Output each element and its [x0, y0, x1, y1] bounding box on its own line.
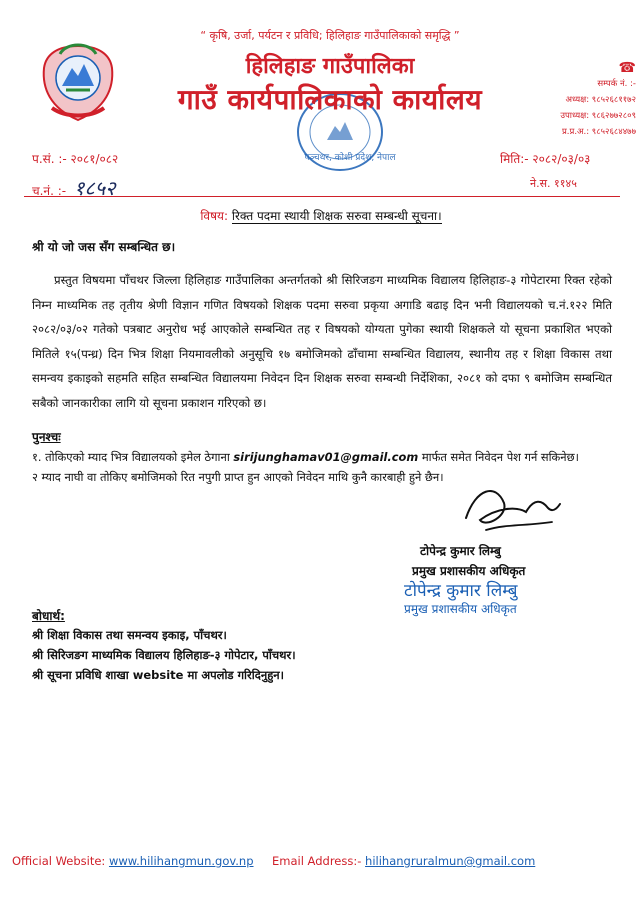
- notice-body: प्रस्तुत विषयमा पाँचथर जिल्ला हिलिहाङ गाउँपालिका अन्तर्गतको श्री सिरिजङग माध्यमिक विद्यालय हिलिहाङ-३ गोपेटारमा रिक्त रहेको निम्न माध्यमिक तह तृतीय श्रेणी विज्ञान गणित विषयको शिक्षक पदमा सरुवा प्रकृया अगाडि बढाइ दिन भनी विद्यालयको च.नं.१२२ मिति २०८२/०३/०२ गतेको पत्रबाट अनुरोध भई आएकोले सम्बन्धित तह र विषयको योग्यता पुगेका स्थायी शिक्षकले यो सूचना प्रकाशित भएको मितिले १५(पन्ध्र) दिन भित्र शिक्षा नियमावलीको अनुसूचि १७ बमोजिमको ढाँचामा सम्बन्धित विद्यालय, स्थानीय तह र शिक्षा विकास तथा समन्वय इकाइको सहमति सहित सम्बन्धित विद्यालयमा निवेदन दिन शिक्षक सरुवा सम्बन्धी निर्देशिका, २०८१ को दफा ९ बमोजिम सम्बन्धित सबैको जानकारीका लागि यो सूचना प्रकाशन गरिएको छ।: [32, 273, 612, 410]
- signer-name: टोपेन्द्र कुमार लिम्बु: [420, 544, 501, 558]
- contact-cao: प्र.प्र.अ.: ९८५२६८४४७७: [561, 127, 636, 137]
- nepal-sambat: ने.स. ११४५: [530, 177, 577, 190]
- letter-date: मिति:- २०८२/०३/०३: [500, 152, 591, 166]
- ps1-text-pre: १. तोकिएको म्याद भित्र विद्यालयको इमेल ठेगाना: [32, 450, 230, 464]
- website-label: Official Website:: [12, 854, 106, 868]
- subject-label: विषय:: [200, 209, 229, 223]
- chalan-value: १८५२: [73, 176, 116, 200]
- handwritten-signature: [456, 478, 566, 538]
- cc-item-1: श्री शिक्षा विकास तथा समन्वय इकाइ, पाँचथर।: [32, 628, 227, 642]
- subject-text: रिक्त पदमा स्थायी शिक्षक सरुवा सम्बन्धी सूचना।: [231, 209, 442, 223]
- phone-icon: ☎: [618, 60, 636, 76]
- signer-title: प्रमुख प्रशासकीय अधिकृत: [412, 564, 526, 578]
- signer-stamp-title: प्रमुख प्रशासकीय अधिकृत: [404, 602, 517, 616]
- office-name: गाउँ कार्यपालिकाको कार्यालय: [177, 83, 483, 116]
- postscript-item-2: २ म्याद नाघी वा तोकिए बमोजिमको रित नपुगी प्राप्त हुन आएको निवेदन माथि कुनै कारबाही हुने छैन।: [32, 470, 444, 484]
- email-link[interactable]: hilihangruralmun@gmail.com: [365, 854, 536, 868]
- municipality-name: हिलिहाङ गाउँपालिका: [245, 54, 415, 79]
- reference-number: प.सं. :- २०८१/०८२: [32, 152, 119, 166]
- cc-item-2: श्री सिरिजङग माध्यमिक विद्यालय हिलिहाङ-३ गोपेटार, पाँचथर।: [32, 648, 296, 662]
- salutation: श्री यो जो जस सँग सम्बन्धित छ।: [32, 240, 176, 254]
- postscript-item-1: [32, 448, 622, 466]
- contact-block: [508, 60, 636, 140]
- contact-chair: अध्यक्ष: ९८५२६८११७२: [565, 95, 636, 105]
- header-slogan: “ कृषि, उर्जा, पर्यटन र प्रविधि; हिलिहाङ गाउँपालिकाको समृद्धि ”: [200, 29, 460, 42]
- footer-email: [272, 854, 535, 868]
- cc-label: बोधार्थ:: [32, 609, 65, 623]
- chalan-label: च.नं. :-: [32, 184, 67, 198]
- header-divider: [24, 196, 620, 197]
- signer-stamp-name: टोपेन्द्र कुमार लिम्बु: [404, 581, 518, 601]
- email-label: Email Address:-: [272, 854, 362, 868]
- contact-vice-chair: उपाध्यक्ष: ९८६२७७२८०९: [560, 111, 636, 121]
- contact-label-row: [508, 60, 636, 76]
- website-link[interactable]: www.hilihangmun.gov.np: [108, 854, 254, 868]
- contact-label: सम्पर्क नं. :-: [597, 79, 636, 89]
- footer-website: [12, 854, 254, 868]
- postscript-label: पुनश्चः: [32, 430, 61, 444]
- subject-line: [0, 207, 642, 224]
- school-email: sirijunghamav01@gmail.com: [233, 450, 419, 464]
- ps1-text-post: मार्फत समेत निवेदन पेश गर्न सकिनेछ।: [421, 450, 579, 464]
- cc-item-3: श्री सूचना प्रविधि शाखा website मा अपलोड गरिदिनुहुन।: [32, 668, 285, 682]
- stamp-text: पञ्चथर, कोशी प्रदेश, नेपाल: [304, 153, 396, 163]
- nepal-emblem-logo: [30, 28, 126, 124]
